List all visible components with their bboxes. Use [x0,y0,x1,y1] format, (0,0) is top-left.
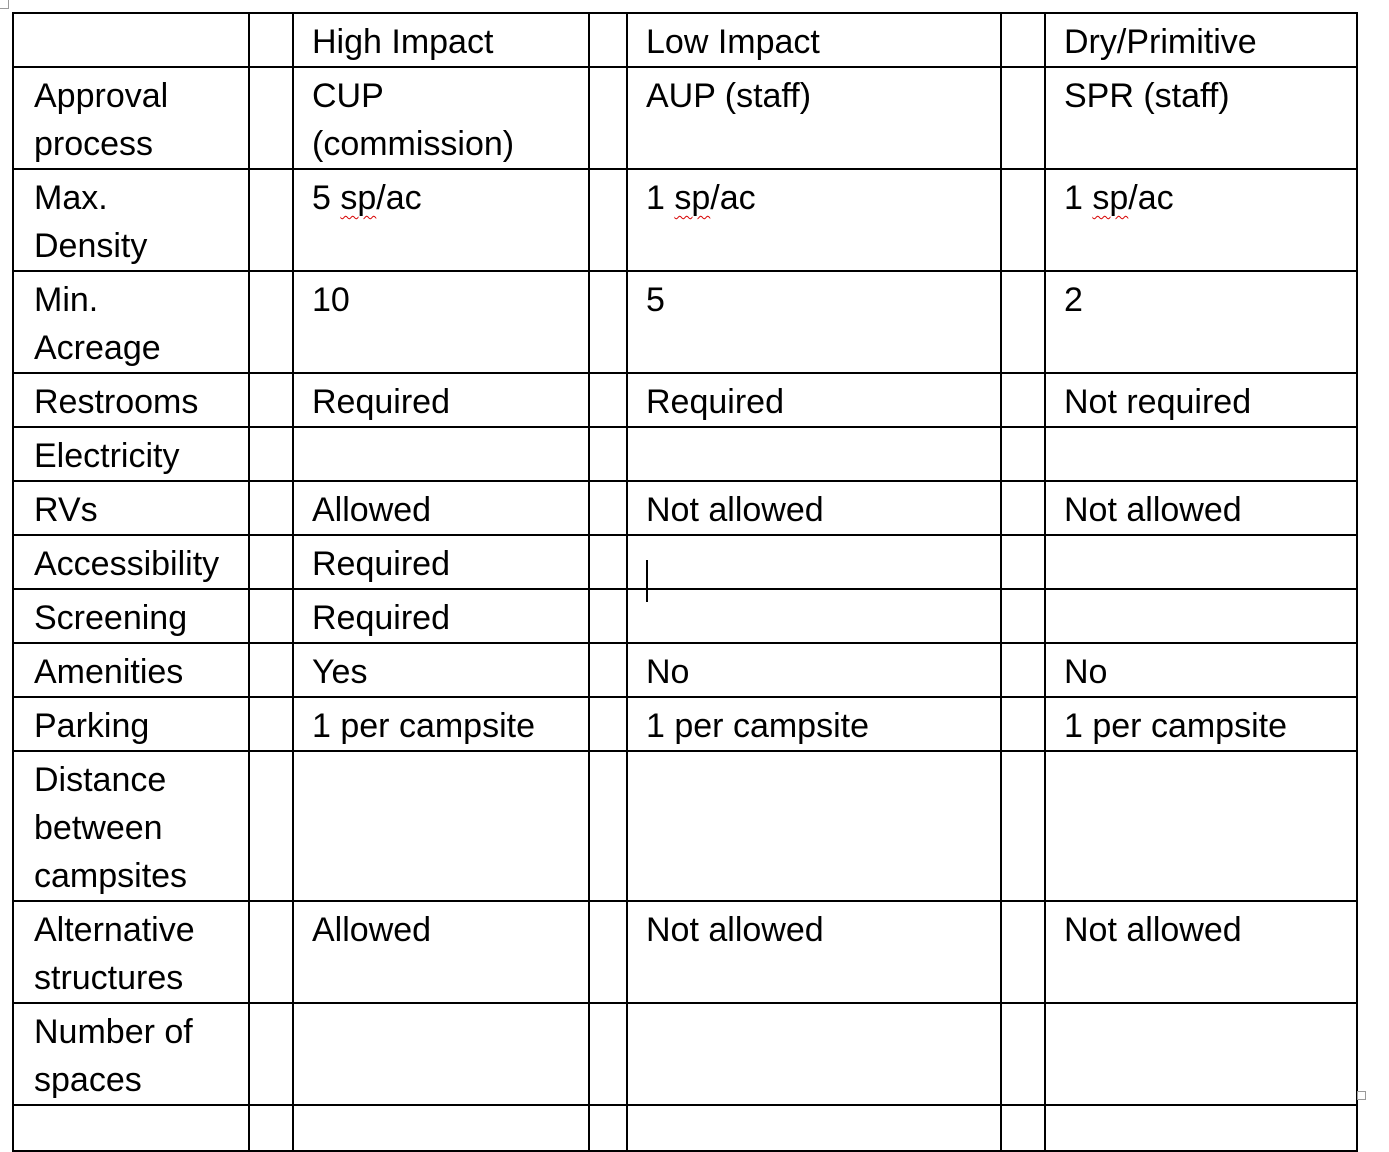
cell-low-impact[interactable] [627,427,1001,481]
spacer-cell[interactable] [589,643,627,697]
cell-dry-primitive[interactable] [1045,1003,1357,1105]
table-row-restrooms [13,373,1357,427]
row-label[interactable] [13,1105,249,1151]
cell-dry-primitive[interactable]: SPR (staff) [1045,67,1357,169]
campground-comparison-table [12,12,1358,1152]
table-row-number-of-spaces [13,1003,1357,1105]
cell-low-impact[interactable]: 1 per campsite [627,697,1001,751]
row-label[interactable]: Alternative structures [13,901,249,1003]
table-row-rvs [13,481,1357,535]
header-row [13,13,1357,67]
row-label[interactable]: Approval process [13,67,249,169]
spacer-cell[interactable] [249,643,293,697]
cell-low-impact[interactable] [627,169,1001,271]
cell-dry-primitive[interactable] [1045,1105,1357,1151]
spacer-cell[interactable] [249,67,293,169]
row-label[interactable]: Min. Acreage [13,271,249,373]
spacer-cell[interactable] [249,481,293,535]
density-prefix: 5 [312,179,341,217]
spacer-cell[interactable] [1001,67,1045,169]
table-row-min-acreage [13,271,1357,373]
spacer-cell[interactable] [249,589,293,643]
spacer-cell[interactable] [249,535,293,589]
text-cursor [646,560,648,602]
spacer-cell[interactable] [589,535,627,589]
table-row-empty [13,1105,1357,1151]
header-high-impact[interactable]: High Impact [293,13,589,67]
row-label[interactable]: Electricity [13,427,249,481]
table-row-screening [13,589,1357,643]
cell-low-impact[interactable] [627,1003,1001,1105]
spacer-cell[interactable] [249,271,293,373]
row-label[interactable]: Amenities [13,643,249,697]
spacer-cell[interactable] [589,751,627,901]
cell-high-impact[interactable]: Allowed [293,481,589,535]
density-suffix: /ac [1128,179,1174,217]
spellcheck-flagged-word[interactable]: sp [1092,179,1129,217]
cell-low-impact[interactable]: 5 [627,271,1001,373]
cell-dry-primitive[interactable]: No [1045,643,1357,697]
table-row-electricity [13,427,1357,481]
row-label[interactable]: Parking [13,697,249,751]
cell-high-impact[interactable]: Required [293,373,589,427]
spacer-cell[interactable] [589,1105,627,1151]
cell-high-impact[interactable]: Allowed [293,901,589,1003]
cell-low-impact[interactable] [627,1105,1001,1151]
cell-low-impact[interactable]: Not allowed [627,481,1001,535]
cell-dry-primitive[interactable]: Not required [1045,373,1357,427]
row-label[interactable]: RVs [13,481,249,535]
spacer-cell[interactable] [589,373,627,427]
spacer-cell[interactable] [249,901,293,1003]
spacer-cell[interactable] [589,13,627,67]
spacer-cell[interactable] [1001,901,1045,1003]
spacer-cell[interactable] [1001,169,1045,271]
spacer-cell[interactable] [249,427,293,481]
spacer-cell[interactable] [1001,427,1045,481]
spacer-cell[interactable] [1001,373,1045,427]
table-row-max-density [13,169,1357,271]
table-row-distance-between-campsites [13,751,1357,901]
cell-dry-primitive[interactable] [1045,589,1357,643]
row-label[interactable]: Restrooms [13,373,249,427]
spacer-cell[interactable] [589,427,627,481]
cell-low-impact[interactable]: No [627,643,1001,697]
spacer-cell[interactable] [249,1105,293,1151]
spacer-cell[interactable] [1001,13,1045,67]
header-dry-primitive[interactable]: Dry/Primitive [1045,13,1357,67]
table-row-parking [13,697,1357,751]
row-label[interactable]: Screening [13,589,249,643]
cell-high-impact[interactable] [293,751,589,901]
cell-high-impact[interactable]: 1 per campsite [293,697,589,751]
cell-dry-primitive[interactable] [1045,751,1357,901]
cell-low-impact[interactable] [627,535,1001,589]
spacer-cell[interactable] [249,1003,293,1105]
spacer-cell[interactable] [589,67,627,169]
cell-dry-primitive[interactable] [1045,535,1357,589]
spacer-cell[interactable] [589,481,627,535]
spacer-cell[interactable] [589,589,627,643]
row-label[interactable]: Distance between campsites [13,751,249,901]
row-label[interactable]: Max. Density [13,169,249,271]
spacer-cell[interactable] [249,169,293,271]
spacer-cell[interactable] [249,751,293,901]
spacer-cell[interactable] [249,697,293,751]
spacer-cell[interactable] [1001,535,1045,589]
header-label-cell[interactable] [13,13,249,67]
spacer-cell[interactable] [1001,589,1045,643]
row-label[interactable]: Accessibility [13,535,249,589]
spacer-cell[interactable] [1001,1105,1045,1151]
spacer-cell[interactable] [589,1003,627,1105]
density-prefix: 1 [646,179,675,217]
table-row-alternative-structures [13,901,1357,1003]
cell-low-impact[interactable]: AUP (staff) [627,67,1001,169]
cell-dry-primitive[interactable]: Not allowed [1045,901,1357,1003]
cell-dry-primitive[interactable]: 2 [1045,271,1357,373]
spacer-cell[interactable] [589,901,627,1003]
spacer-cell[interactable] [589,271,627,373]
cell-low-impact[interactable] [627,751,1001,901]
spacer-cell[interactable] [1001,271,1045,373]
density-suffix: /ac [376,179,422,217]
spacer-cell[interactable] [589,169,627,271]
table-row-amenities [13,643,1357,697]
cell-high-impact[interactable]: Required [293,535,589,589]
spacer-cell[interactable] [249,373,293,427]
cell-high-impact[interactable] [293,1105,589,1151]
density-suffix: /ac [710,179,756,217]
spacer-cell[interactable] [1001,643,1045,697]
cell-dry-primitive[interactable]: Not allowed [1045,481,1357,535]
cell-high-impact[interactable] [293,1003,589,1105]
spellcheck-flagged-word[interactable]: sp [674,179,711,217]
density-prefix: 1 [1064,179,1093,217]
cell-dry-primitive[interactable] [1045,427,1357,481]
cell-high-impact[interactable]: CUP (commission) [293,67,589,169]
header-low-impact[interactable]: Low Impact [627,13,1001,67]
table-row-approval-process [13,67,1357,169]
cell-low-impact[interactable]: Not allowed [627,901,1001,1003]
cell-high-impact[interactable] [293,169,589,271]
spacer-cell[interactable] [1001,1003,1045,1105]
spellcheck-flagged-word[interactable]: sp [340,179,377,217]
cell-high-impact[interactable]: 10 [293,271,589,373]
spacer-cell[interactable] [1001,481,1045,535]
spacer-cell[interactable] [1001,697,1045,751]
table-move-handle[interactable] [0,0,9,9]
cell-high-impact[interactable]: Required [293,589,589,643]
cell-dry-primitive[interactable] [1045,169,1357,271]
cell-high-impact[interactable]: Yes [293,643,589,697]
spacer-cell[interactable] [249,13,293,67]
cell-low-impact[interactable] [627,589,1001,643]
row-label[interactable]: Number of spaces [13,1003,249,1105]
table-row-accessibility [13,535,1357,589]
spacer-cell[interactable] [1001,751,1045,901]
spacer-cell[interactable] [589,697,627,751]
cell-low-impact[interactable]: Required [627,373,1001,427]
cell-dry-primitive[interactable]: 1 per campsite [1045,697,1357,751]
cell-high-impact[interactable] [293,427,589,481]
